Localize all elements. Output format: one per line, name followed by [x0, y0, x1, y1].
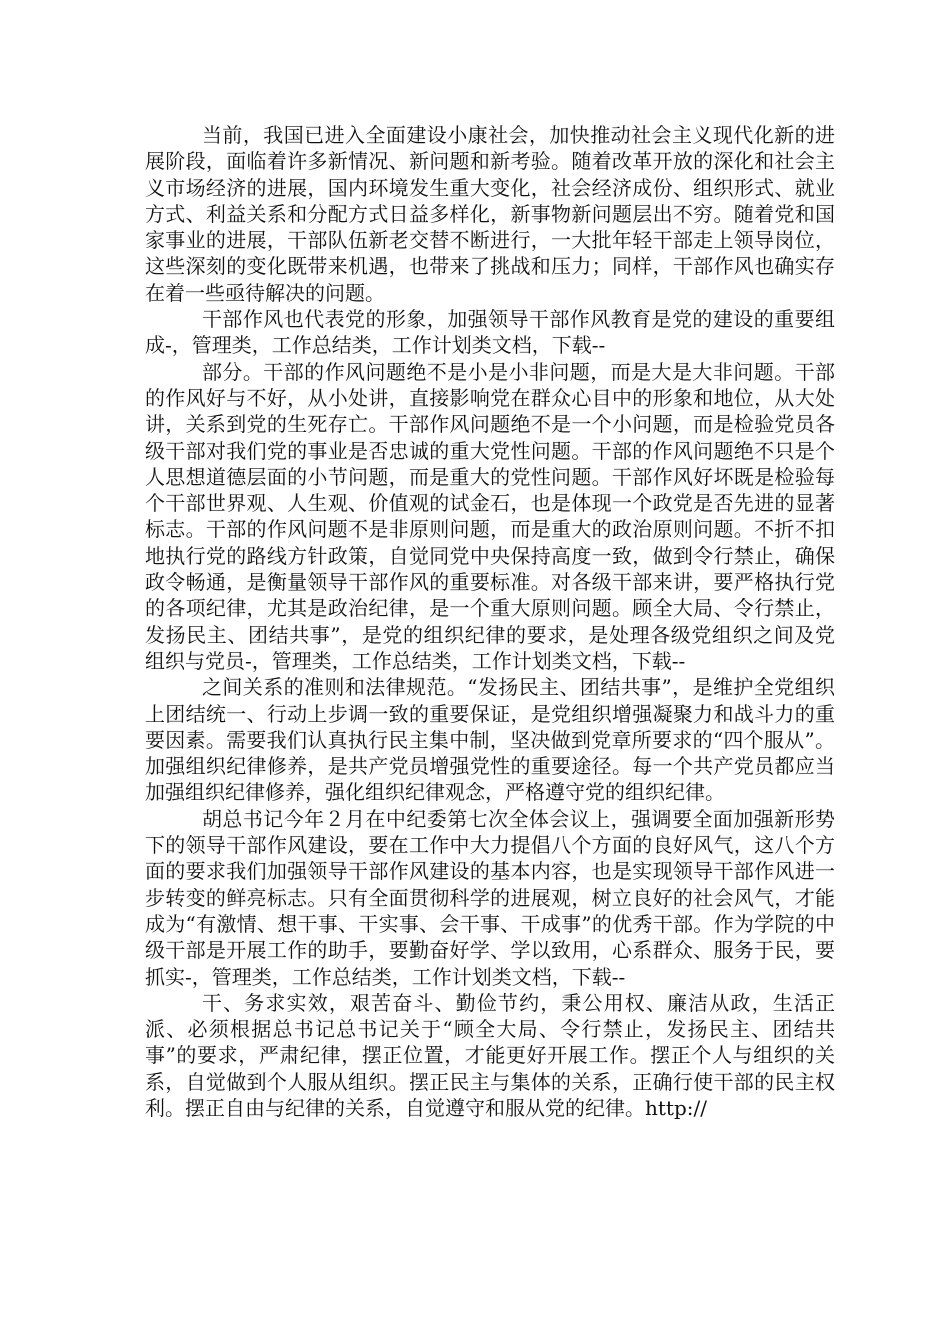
paragraph: 干部作风也代表党的形象，加强领导干部作风教育是党的建设的重要组成-，管理类，工作总结类，工作计划类文档，下载-- — [145, 307, 835, 358]
paragraph: 部分。干部的作风问题绝不是小是小非问题，而是大是大非问题。干部的作风好与不好，从小处讲，直接影响党在群众心目中的形象和地位，从大处讲，关系到党的生死存亡。干部作风问题绝不是一个小问题，而是检验党员各级干部对我们党的事业是否忠诚的重大党性问题。干部的作风问题绝不只是个人思想道德层面的小节问题，而是重大的党性问题。干部作风好坏既是检验每个干部世界观、人生观、价值观的试金石，也是体现一个政党是否先进的显著标志。干部的作风问题不是非原则问题，而是重大的政治原则问题。不折不扣地执行党的路线方针政策，自觉同党中央保持高度一致，做到令行禁止，确保政令畅通，是衡量领导干部作风的重要标准。对各级干部来讲，要严格执行党的各项纪律，尤其是政治纪律，是一个重大原则问题。顾全大局、令行禁止，发扬民主、团结共事”，是党的组织纪律的要求，是处理各级党组织之间及党组织与党员-，管理类，工作总结类，工作计划类文档，下载-- — [145, 359, 835, 673]
paragraph: 之间关系的准则和法律规范。“发扬民主、团结共事”，是维护全党组织上团结统一、行动上步调一致的重要保证，是党组织增强凝聚力和战斗力的重要因素。需要我们认真执行民主集中制，坚决做到党章所要求的“四个服从”。加强组织纪律修养，是共产党员增强党性的重要途径。每一个共产党员都应当加强组织纪律修养，强化组织纪律观念，严格遵守党的组织纪律。 — [145, 675, 835, 805]
paragraph: 干、务求实效，艰苦奋斗、勤俭节约，秉公用权、廉洁从政，生活正派、必须根据总书记总书记关于“顾全大局、令行禁止，发扬民主、团结共事”的要求，严肃纪律，摆正位置，才能更好开展工作。摆正个人与组织的关系，自觉做到个人服从组织。摆正民主与集体的关系，正确行使干部的民主权利。摆正自由与纪律的关系，自觉遵守和服从党的纪律。http:// — [145, 990, 835, 1120]
document-page — [145, 122, 835, 1121]
paragraph: 胡总书记今年２月在中纪委第七次全体会议上，强调要全面加强新形势下的领导干部作风建设，要在工作中大力提倡八个方面的良好风气，这八个方面的要求我们加强领导干部作风建设的基本内容，也是实现领导干部作风进一步转变的鲜亮标志。只有全面贯彻科学的进展观，树立良好的社会风气，才能成为“有激情、想干事、干实事、会干事、干成事”的优秀干部。作为学院的中级干部是开展工作的助手，要勤奋好学、学以致用，心系群众、服务于民，要抓实-，管理类，工作总结类，工作计划类文档，下载-- — [145, 806, 835, 989]
paragraph: 当前，我国已进入全面建设小康社会，加快推动社会主义现代化新的进展阶段，面临着许多新情况、新问题和新考验。随着改革开放的深化和社会主义市场经济的进展，国内环境发生重大变化，社会经济成份、组织形式、就业方式、利益关系和分配方式日益多样化，新事物新问题层出不穷。随着党和国家事业的进展，干部队伍新老交替不断进行，一大批年轻干部走上领导岗位，这些深刻的变化既带来机遇，也带来了挑战和压力；同样，干部作风也确实存在着一些亟待解决的问题。 — [145, 123, 835, 305]
